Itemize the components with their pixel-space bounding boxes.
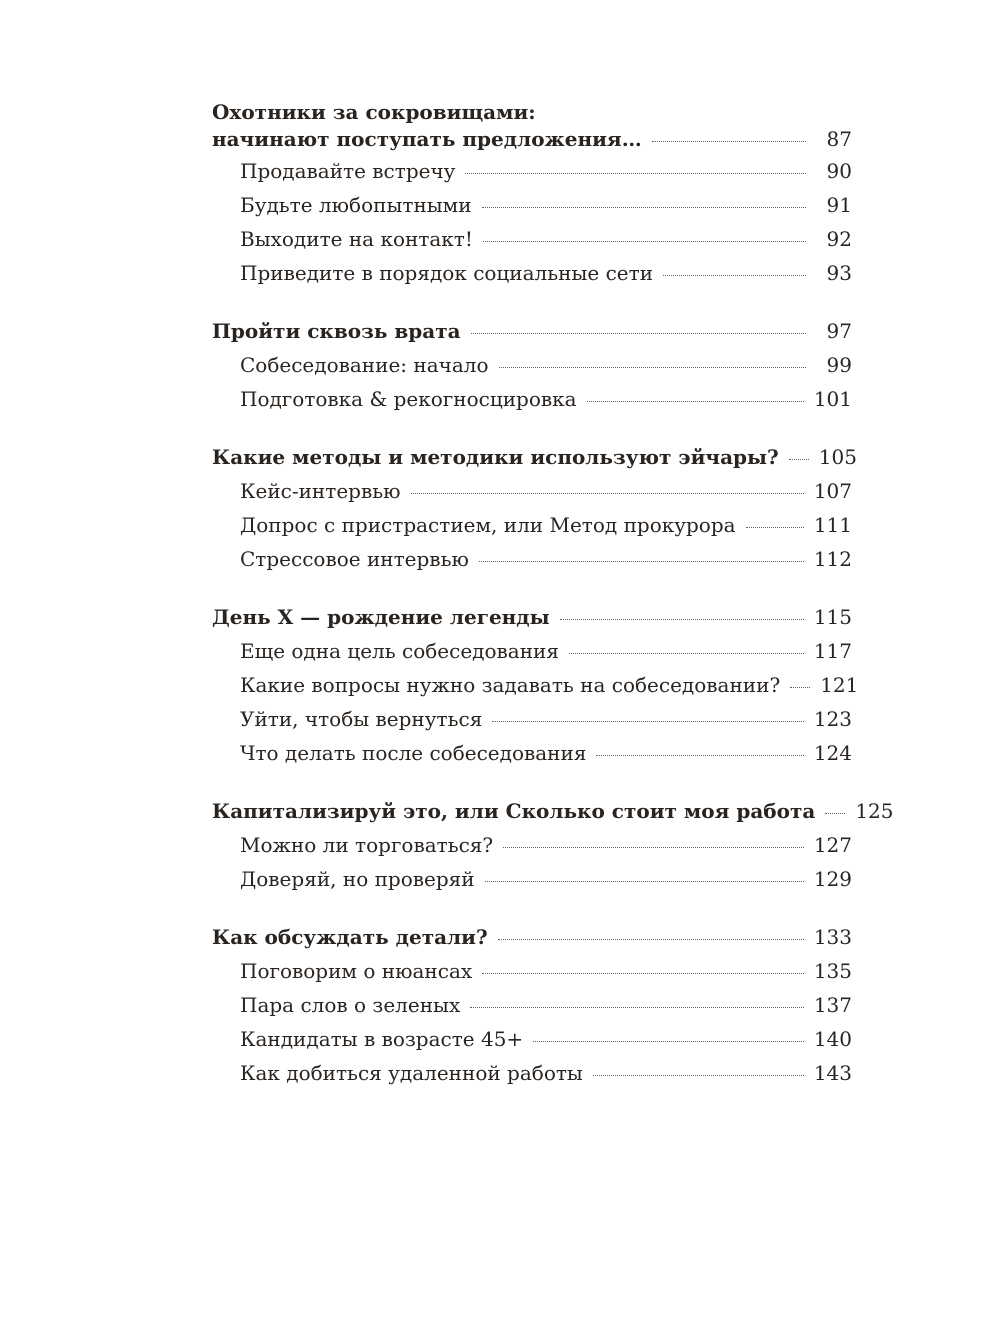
dot-leader: [471, 333, 806, 334]
subsection-entry[interactable]: [212, 188, 852, 222]
page-number: 121: [820, 673, 859, 697]
subsection-entry[interactable]: [212, 736, 852, 770]
page-number: 117: [813, 639, 852, 663]
page-number: 143: [813, 1061, 852, 1085]
subsection-entry[interactable]: [212, 702, 852, 736]
page-number: 107: [813, 479, 852, 503]
chapter-entry[interactable]: [212, 920, 852, 954]
chapter-entry[interactable]: [212, 794, 894, 828]
toc-section: [212, 794, 894, 896]
chapter-entry[interactable]: [212, 600, 852, 634]
chapter-title: начинают поступать предложения…: [212, 127, 642, 151]
page-number: 125: [855, 799, 894, 823]
subsection-entry[interactable]: [212, 862, 852, 896]
subsection-title: Пара слов о зеленых: [240, 993, 461, 1017]
page-number: 99: [826, 353, 852, 377]
subsection-entry[interactable]: [212, 154, 852, 188]
subsection-entry[interactable]: [212, 828, 852, 862]
toc-section: [212, 100, 852, 290]
dot-leader: [593, 1075, 804, 1076]
page-number: 137: [813, 993, 852, 1017]
subsection-entry[interactable]: [212, 256, 852, 290]
dot-leader: [465, 173, 806, 174]
page-number: 87: [826, 127, 852, 151]
subsection-title: Допрос с пристрастием, или Метод прокурора: [240, 513, 736, 537]
dot-leader: [587, 401, 804, 402]
dot-leader: [569, 653, 804, 654]
subsection-title: Можно ли торговаться?: [240, 833, 494, 857]
subsection-title: Кейс-интервью: [240, 479, 401, 503]
subsection-entry[interactable]: [212, 382, 852, 416]
dot-leader: [485, 881, 804, 882]
dot-leader: [482, 207, 806, 208]
subsection-entry[interactable]: [212, 474, 852, 508]
subsection-title: Какие вопросы нужно задавать на собеседовании?: [240, 673, 781, 697]
subsection-title: Стрессовое интервью: [240, 547, 469, 571]
chapter-title-line1: Охотники за сокровищами:: [212, 100, 536, 124]
dot-leader: [483, 241, 806, 242]
subsection-title: Доверяй, но проверяй: [240, 867, 475, 891]
chapter-title: Какие методы и методики используют эйчары?: [212, 445, 779, 469]
page-number: 133: [813, 925, 852, 949]
dot-leader: [746, 527, 804, 528]
toc-section: [212, 314, 852, 416]
dot-leader: [499, 367, 806, 368]
dot-leader: [498, 939, 804, 940]
page-number: 115: [813, 605, 852, 629]
page-number: 127: [813, 833, 852, 857]
page-number: 101: [813, 387, 852, 411]
subsection-title: Собеседование: начало: [240, 353, 489, 377]
dot-leader: [789, 459, 809, 460]
dot-leader: [790, 687, 810, 688]
dot-leader: [596, 755, 803, 756]
table-of-contents: [212, 100, 894, 1114]
page-number: 135: [813, 959, 852, 983]
chapter-title: День X — рождение легенды: [212, 605, 550, 629]
dot-leader: [825, 813, 845, 814]
page-number: 111: [813, 513, 852, 537]
dot-leader: [479, 561, 804, 562]
subsection-title: Еще одна цель собеседования: [240, 639, 559, 663]
subsection-entry[interactable]: [212, 222, 852, 256]
page-number: 105: [818, 445, 857, 469]
page-number: 93: [826, 261, 852, 285]
dot-leader: [560, 619, 804, 620]
dot-leader: [411, 493, 804, 494]
subsection-entry[interactable]: [212, 1056, 852, 1090]
subsection-title: Будьте любопытными: [240, 193, 472, 217]
subsection-title: Выходите на контакт!: [240, 227, 473, 251]
chapter-entry[interactable]: [212, 314, 852, 348]
page-number: 91: [826, 193, 852, 217]
page-number: 123: [813, 707, 852, 731]
subsection-title: Приведите в порядок социальные сети: [240, 261, 654, 285]
subsection-title: Поговорим о нюансах: [240, 959, 473, 983]
page-number: 90: [826, 159, 852, 183]
chapter-entry[interactable]: [212, 124, 852, 154]
dot-leader: [663, 275, 806, 276]
subsection-entry[interactable]: [212, 668, 859, 702]
subsection-entry[interactable]: [212, 1022, 852, 1056]
toc-section: [212, 920, 852, 1090]
subsection-title: Кандидаты в возрасте 45+: [240, 1027, 524, 1051]
dot-leader: [503, 847, 804, 848]
subsection-entry[interactable]: [212, 988, 852, 1022]
dot-leader: [533, 1041, 804, 1042]
dot-leader: [470, 1007, 804, 1008]
subsection-entry[interactable]: [212, 542, 852, 576]
dot-leader: [492, 721, 804, 722]
subsection-title: Уйти, чтобы вернуться: [240, 707, 483, 731]
chapter-entry[interactable]: [212, 440, 857, 474]
subsection-title: Продавайте встречу: [240, 159, 456, 183]
page-number: 112: [813, 547, 852, 571]
chapter-title: Капитализируй это, или Сколько стоит моя работа: [212, 799, 816, 823]
subsection-title: Что делать после собеседования: [240, 741, 587, 765]
page-number: 92: [826, 227, 852, 251]
subsection-title: Подготовка & рекогносцировка: [240, 387, 577, 411]
page-number: 129: [813, 867, 852, 891]
subsection-entry[interactable]: [212, 634, 852, 668]
dot-leader: [652, 141, 806, 142]
subsection-entry[interactable]: [212, 348, 852, 382]
page-number: 124: [813, 741, 852, 765]
chapter-title: Как обсуждать детали?: [212, 925, 488, 949]
page-number: 140: [813, 1027, 852, 1051]
dot-leader: [482, 973, 804, 974]
subsection-entry[interactable]: [212, 954, 852, 988]
page-number: 97: [826, 319, 852, 343]
toc-section: [212, 600, 859, 770]
subsection-title: Как добиться удаленной работы: [240, 1061, 583, 1085]
chapter-title: Пройти сквозь врата: [212, 319, 461, 343]
toc-section: [212, 440, 857, 576]
subsection-entry[interactable]: [212, 508, 852, 542]
